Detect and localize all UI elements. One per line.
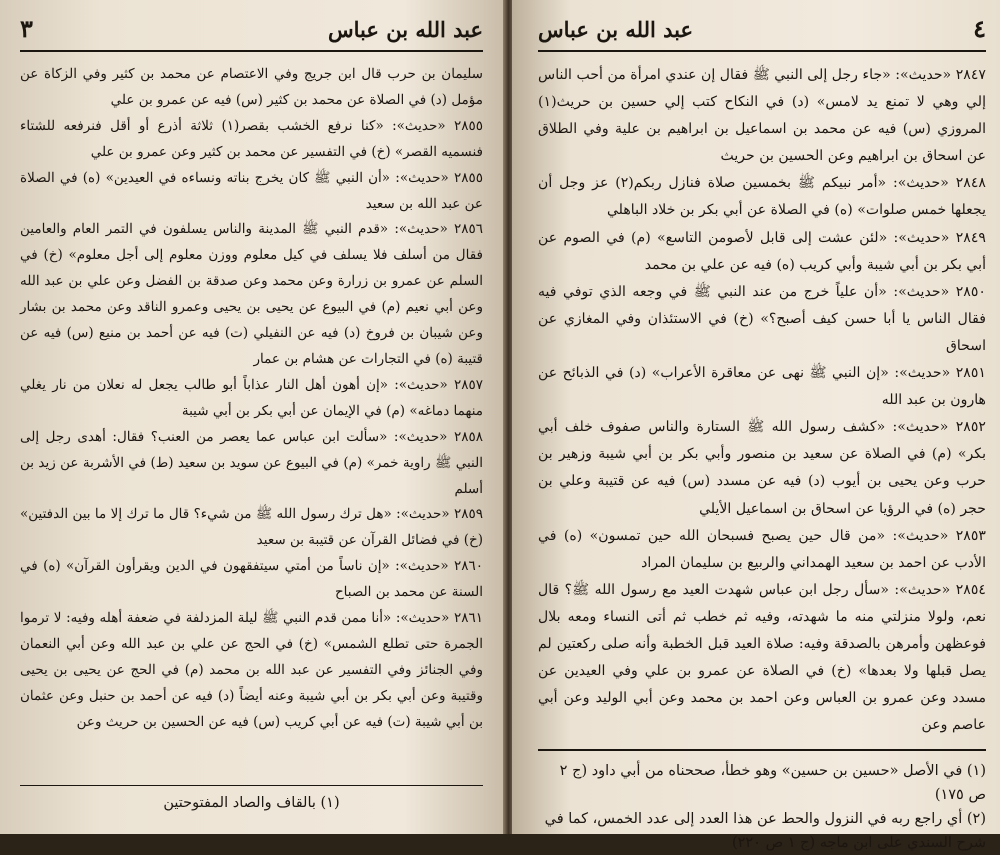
right-paragraph: ٢٨٥٤ «حديث»: «سأل رجل ابن عباس شهدت العيد مع رسول الله ﷺ؟ قال نعم، ولولا منزلتي منه ما شهدته، وفيه ثم خطب ثم أتى النساء ومعه بلال فوعظهن وأمرهن بالصدقة وفيه: صلاة العيد قبل الخطبة وأنه صلى ركعتين لم يصل قبلها ولا بعدها» (خ) في الصلاة عن عمرو بن علي وفي العيدين عن مسدد وعن عمرو بن العباس وعن احمد بن محمد وعن أبي الوليد وعن أبي عاصم وعن bbox=[538, 581, 986, 734]
right-footnotes bbox=[538, 759, 986, 855]
right-paragraph: ٢٨٤٧ «حديث»: «جاء رجل إلى النبي ﷺ فقال إن عندي امرأة من أحب الناس إلي وهي لا تمنع يد لامس» (د) في النكاح كتب إلي حسين بن حريث(١) المروزي (س) فيه عن محمد بن اسماعيل بن ابراهيم بن علية وفي الطلاق عن اسحاق بن ابراهيم وعن الحسين بن حريث bbox=[538, 67, 986, 165]
right-footnote: (١) في الأصل «حسين بن حسين» وهو خطأ، صححناه من أبي داود (ج ٢ ص ١٧٥) bbox=[559, 763, 986, 804]
left-footnote: (١) بالقاف والصاد المفتوحتين bbox=[163, 795, 340, 811]
left-page-number: ٣ bbox=[20, 14, 33, 43]
left-paragraph: ٢٨٥٨ «حديث»: «سألت ابن عباس عما يعصر من العنب؟ فقال: أهدى رجل إلى النبي ﷺ راوية خمر» (م) في البيوع عن سويد بن سعيد (ط) في الأشربة عن زيد بن أسلم bbox=[20, 428, 483, 497]
right-page-number: ٤ bbox=[973, 14, 986, 43]
right-footnote: (٢) أي راجع ربه في النزول والحط عن هذا العدد إلى عدد الخمس، كما في شرح السندي على ابن ماجه (ج ١ ص ٢٢٠) bbox=[544, 811, 986, 852]
right-paragraph: ٢٨٥١ «حديث»: «إن النبي ﷺ نهى عن معاقرة الأعراب» (د) في الذبائح عن هارون بن عبد الله bbox=[538, 365, 986, 409]
right-footnote-rule bbox=[538, 749, 986, 751]
right-running-title: عبد الله بن عباس bbox=[538, 17, 693, 42]
left-paragraph: ٢٨٦٠ «حديث»: «إن ناساً من أمتي سيتفقهون في الدين ويقرأون القرآن» (ه) في السنة عن محمد بن الصباح bbox=[20, 558, 483, 601]
right-header-rule bbox=[538, 50, 986, 52]
right-paragraph: ٢٨٥٢ «حديث»: «كشف رسول الله ﷺ الستارة والناس صفوف خلف أبي بكر» (م) في الصلاة عن سعيد بن منصور وأبي بكر بن أبي شيبة وزهير بن حرب وعن يحيى بن أيوب (د) فيه عن مسدد (س) فيه عن قتيبة وعلي بن حجر (ه) في الرؤيا عن اسحاق بن اسماعيل الأيلي bbox=[538, 419, 986, 517]
left-paragraph: ٢٨٥٧ «حديث»: «إن أهون أهل النار عذاباً أبو طالب يجعل له نعلان من نار يغلي منهما دماغه» (م) في الإيمان عن أبي بكر بن أبي شيبة bbox=[20, 376, 483, 419]
left-running-title: عبد الله بن عباس bbox=[328, 17, 483, 42]
left-header-rule bbox=[20, 50, 483, 52]
right-running-head bbox=[538, 14, 986, 48]
left-body-text bbox=[20, 62, 483, 736]
right-paragraph: ٢٨٤٩ «حديث»: «لئن عشت إلى قابل لأصومن التاسع» (م) في الصوم عن أبي بكر بن أبي شيبة وأبي كريب (ه) فيه عن علي بن محمد bbox=[538, 229, 986, 273]
left-footnote-rule bbox=[20, 785, 483, 786]
left-paragraph: ٢٨٥٩ «حديث»: «هل ترك رسول الله ﷺ من شيء؟ قال ما ترك إلا ما بين الدفتين» (خ) في فضائل القرآن عن قتيبة بن سعيد bbox=[20, 506, 483, 549]
left-paragraph: سليمان بن حرب قال ابن جريج وفي الاعتصام عن محمد بن كثير وفي الزكاة عن مؤمل (د) في الصلاة عن محمد بن كثير (س) فيه عن عمرو بن علي bbox=[20, 66, 483, 108]
left-paragraph: ٢٨٥٦ «حديث»: «قدم النبي ﷺ المدينة والناس يسلفون في التمر العام والعامين فقال من أسلف فلا يسلف في كيل معلوم ووزن معلوم إلى أجل معلوم» (خ) في السلم عن عمرو بن زرارة وعن محمد وعن صدقة بن الفضل وعن علي بن عبد الله وعن أبي نعيم (م) في البيوع عن يحيى بن يحيى وعمرو الناقد وعن محمد بن بشار وعن شيبان بن فروخ (د) فيه عن النفيلي (ت) فيه عن أحمد بن منيع (س) فيه عن قتيبة (ه) في التجارات عن هشام بن عمار bbox=[20, 221, 483, 367]
right-page bbox=[512, 0, 1000, 852]
left-running-head bbox=[20, 14, 483, 48]
right-paragraph: ٢٨٤٨ «حديث»: «أمر نبيكم ﷺ بخمسين صلاة فنازل ربكم(٢) عز وجل أن يجعلها خمس صلوات» (ه) في الصلاة عن أبي بكر بن خلاد الباهلي bbox=[538, 175, 986, 219]
left-page bbox=[0, 0, 505, 834]
right-body-text bbox=[538, 62, 986, 739]
right-paragraph: ٢٨٥٣ «حديث»: «من قال حين يصبح فسبحان الله حين تمسون» (ه) في الأدب عن احمد بن سعيد الهمداني والربيع بن سليمان المراد bbox=[538, 527, 986, 571]
left-paragraph: ٢٨٥٥ «حديث»: «كنا نرفع الخشب بقصر(١) ثلاثة أذرع أو أقل فنرفعه للشتاء فنسميه القصر» (خ) في التفسير عن محمد بن كثير وعن عمرو بن علي bbox=[20, 117, 483, 160]
right-paragraph: ٢٨٥٠ «حديث»: «أن علياً خرج من عند النبي ﷺ في وجعه الذي توفي فيه فقال الناس يا أبا حسن كيف أصبح؟» (خ) في الاستئذان وفي المغازي عن اسحاق bbox=[538, 283, 986, 354]
left-paragraph: ٢٨٥٥ «حديث»: «أن النبي ﷺ كان يخرج بناته ونساءه في العيدين» (ه) في الصلاة عن عبد الله بن سعيد bbox=[20, 169, 483, 212]
left-paragraph: ٢٨٦١ «حديث»: «أنا ممن قدم النبي ﷺ ليلة المزدلفة في ضعفة أهله وفيه: لا ترموا الجمرة حتى تطلع الشمس» (خ) في الحج عن علي بن عبد الله وعن أبي النعمان وفي الجنائز وفي التفسير عن عبد الله بن محمد (م) في الحج عن يحيى بن يحيى وقتيبة وعن أبي بكر بن أبي شيبة وعنه أيضاً (د) فيه عن أحمد بن حنبل وعن عثمان بن أبي شيبة (ت) فيه عن أبي كريب (س) فيه عن الحسين بن حريث وعن bbox=[20, 610, 483, 730]
